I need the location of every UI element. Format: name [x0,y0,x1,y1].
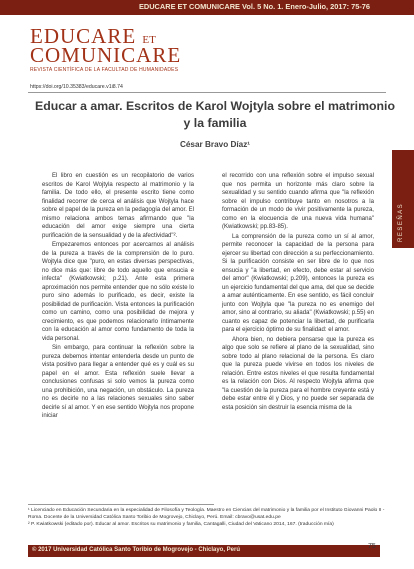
footnotes [28,508,385,528]
journal-header-text: EDUCARE ET COMUNICARE Vol. 5 No. 1. Enero-Julio, 2017: 75-76 [138,2,371,11]
paragraph: el recorrido con una reflexión sobre el impulso sexual que nos permita un horizonte más claro sobre la sexualidad y su sentido cuando afirma que "la reflexión sobre el impulso contribuye tanto en nosotros a la formación de un modo de vivir positivamente la pureza, como en la elocuencia de una nueva vida humana" (Kwiatkowski; pp.83-85). [222,173,374,230]
paragraph: Sin embargo, para continuar la reflexión sobre la pureza debemos intentar entenderla desde un punto de vista positivo para llegar a entender qué es y cuál es su papel en el amor. Esta reflexión suele llevar a conclusiones confusas si solo vemos la pureza como una prohibición, una negación, un obstáculo. La pureza no es decirle no a las relaciones sexuales sino saber decirle sí al amor. Y en ese sentido Wojtyla nos propone iniciar [42,345,194,419]
footer-bar [28,545,380,557]
paragraph: La comprensión de la pureza como un sí al amor, permite reconocer la capacidad de la persona para ejercer su libertad con dirección a su perfeccionamiento. Si la purificación consiste en ser libre de lo que nos ensucia y "a libertad, en efecto, debe estar al servicio del amor" (Kwiatkowski; p.209), entonces la pureza es un ejercicio fundamental del que ama, del que se decide a amar auténticamente. En ese sentido, es fácil concluir junto con Wojtyla que "la pureza no es enemigo del amor, sino al contrario, su aliada" (Kwiatkowski; p.55) en cuanto es capaz de potenciar la libertad, de purificarla para el ejercicio óptimo de su finalidad: el amor. [222,233,374,333]
section-sidebar-tab [392,150,414,248]
journal-logo [30,26,230,73]
journal-header-bar [0,0,414,15]
logo-line-1: EDUCARE ET [30,24,156,48]
paragraph: El libro en cuestión es un recopilatorio de varios escritos de Karol Wojtyla respecto al matrimonio y la familia. De todo ello, el presente escrito tiene como finalidad recorrer de cerca el análisis que Wojtyla hace sobre el papel de la pureza en la pedagogía del amor. El mismo relaciona ambos temas afirmando que "la educación del amor exige siempre una cierta purificación de la sensualidad y de la afectividad"². [42,173,194,239]
footnote-divider [28,504,214,505]
paragraph: Ahora bien, no debiera pensarse que la pureza es algo que solo se refiere al plano de la sexualidad, sino sobre todo al plano relacional de la persona. Es claro que la pureza puede vivirse en todos los niveles de relación. Entre estos niveles el que resulta fundamental es la relación con Dios. Al respecto Wojtyla afirma que "la cuestión de la pureza para el hombre creyente está y debe estar entre él y Dios, y no puede ser separada de esta posición sin destruir la esencia misma de la [222,336,374,411]
copyright-text: © 2017 Universidad Católica Santo Toribio de Mogrovejo - Chiclayo, Perú [32,547,241,553]
right-column [222,172,374,413]
logo-subtitle: REVISTA CIENTÍFICA DE LA FACULTAD DE HUMANIDADES [30,67,179,73]
logo-line-2: COMUNICARE [30,43,182,67]
section-label: RESEÑAS [398,202,404,242]
header-divider [28,92,386,93]
left-column [42,172,194,422]
article-title: Educar a amar. Escritos de Karol Wojtyla sobre el matrimonio y la familia [35,99,395,130]
article-author: César Bravo Díaz¹ [179,140,251,149]
footnote: ¹ Licenciado en Educación Secundaria en la especialidad de Filosofía y Teología. Maestro en Ciencias del matrimonio y la familia por el Instituto Giovanni Paolo II - Roma. Docente de la Universidad Católica Santo Toribio de Mogrovejo, Chiclayo, Perú. Email: cbravo@usat.edu.pe [28,508,385,520]
page-number: 75 [368,543,376,550]
footnote: ² P. Kwiatkowski (editado por). Educar al amor. Escritos su matrimonio y familia, Cantagalli, Ciudad del Vaticano 2014, 167. (traducción mía) [28,521,334,527]
paragraph: Empezaremos entonces por acercarnos al análisis de la pureza a través de la comprensión de lo puro. Wojtyla dice que "puro, en estas diversas perspectivas, no dice más que: libre de todo aquello que ensucia e infecta" (Kwiatkowski; p.21). Ante esta primera aproximación nos permite entender que no sólo existe lo puro sino además lo purificado, es decir, existe la posibilidad de purificación. Vista entonces la purificación como un camino, como una posibilidad de mejora y crecimiento, es que podemos relacionarlo íntimamente con la educación al amor como fundamento de toda la vida personal. [42,242,194,342]
doi-link[interactable]: https://doi.org/10.35383/educare.v1i8.74 [30,84,123,90]
